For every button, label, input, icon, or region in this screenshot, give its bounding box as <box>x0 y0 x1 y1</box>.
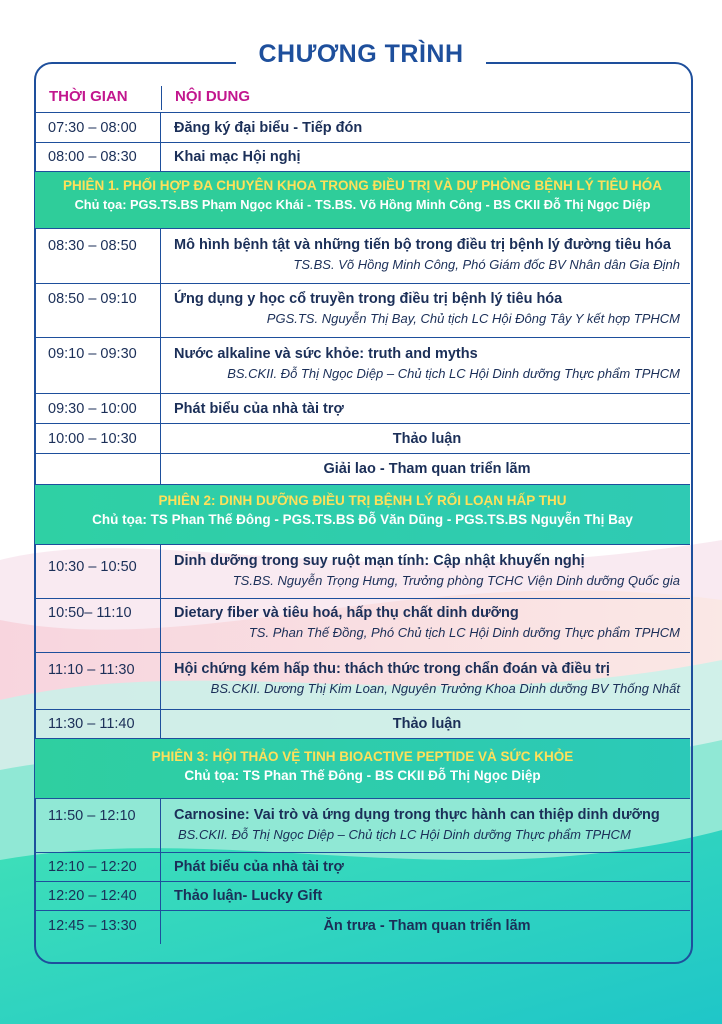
row-time: 11:50 – 12:10 <box>35 799 161 852</box>
row-time <box>35 454 161 484</box>
row-topic: Ăn trưa - Tham quan triển lãm <box>323 918 531 934</box>
row-content <box>162 454 690 484</box>
schedule-row <box>35 113 690 143</box>
row-topic: Dinh dưỡng trong suy ruột mạn tính: Cập nhật khuyến nghị <box>174 553 585 569</box>
row-time: 09:30 – 10:00 <box>35 394 161 423</box>
session-header-2 <box>35 485 690 545</box>
schedule-row <box>35 394 690 424</box>
row-time: 08:30 – 08:50 <box>35 229 161 283</box>
time-header: THỜI GIAN <box>49 88 128 105</box>
row-topic: Thảo luận <box>392 716 462 732</box>
row-time: 10:30 – 10:50 <box>35 545 161 598</box>
row-content <box>162 338 690 393</box>
schedule-row <box>35 653 690 710</box>
row-speaker: BS.CKII. Đỗ Thị Ngọc Diệp – Chủ tịch LC Hội Dinh dưỡng Thực phẩm TPHCM <box>178 827 631 842</box>
row-time: 12:20 – 12:40 <box>35 882 161 910</box>
row-content <box>162 545 690 598</box>
schedule-row <box>35 454 690 485</box>
row-topic: Phát biểu của nhà tài trợ <box>174 401 344 417</box>
row-topic: Thảo luận- Lucky Gift <box>174 888 323 904</box>
schedule-row <box>35 710 690 739</box>
content-header: NỘI DUNG <box>175 88 250 105</box>
row-speaker: TS.BS. Võ Hồng Minh Công, Phó Giám đốc BV Nhân dân Gia Định <box>293 257 680 272</box>
row-content <box>162 853 690 881</box>
schedule-row <box>35 338 690 394</box>
session-header-3 <box>35 739 690 799</box>
row-time: 09:10 – 09:30 <box>35 338 161 393</box>
session-title: PHIÊN 3: HỘI THẢO VỆ TINH BIOACTIVE PEPTIDE VÀ SỨC KHỎE <box>151 749 574 764</box>
row-topic: Hội chứng kém hấp thu: thách thức trong chẩn đoán và điều trị <box>174 661 610 677</box>
row-content <box>162 113 690 142</box>
row-time: 08:00 – 08:30 <box>35 143 161 171</box>
row-topic: Mô hình bệnh tật và những tiến bộ trong điều trị bệnh lý đường tiêu hóa <box>174 237 671 253</box>
schedule-table <box>35 82 690 944</box>
row-content <box>162 653 690 709</box>
schedule-row <box>35 229 690 284</box>
row-time: 10:50– 11:10 <box>35 599 161 652</box>
row-content <box>162 799 690 852</box>
row-speaker: BS.CKII. Dương Thị Kim Loan, Nguyên Trưởng Khoa Dinh dưỡng BV Thống Nhất <box>210 681 680 696</box>
row-speaker: PGS.TS. Nguyễn Thị Bay, Chủ tịch LC Hội Đông Tây Y kết hợp TPHCM <box>266 311 680 326</box>
row-content <box>162 284 690 337</box>
row-time: 12:45 – 13:30 <box>35 911 161 944</box>
row-content <box>162 710 690 738</box>
table-header <box>35 82 690 113</box>
row-content <box>162 599 690 652</box>
schedule-row <box>35 599 690 653</box>
row-topic: Thảo luận <box>392 431 462 447</box>
row-topic: Ứng dụng y học cổ truyền trong điều trị bệnh lý tiêu hóa <box>174 291 563 307</box>
schedule-row <box>35 882 690 911</box>
session-chair: Chủ tọa: PGS.TS.BS Phạm Ngọc Khái - TS.BS. Võ Hồng Minh Công - BS CKII Đỗ Thị Ngọc Diệp <box>74 197 651 212</box>
session-header-1 <box>35 172 690 229</box>
row-speaker: TS.BS. Nguyễn Trọng Hưng, Trưởng phòng TCHC Viện Dinh dưỡng Quốc gia <box>232 573 680 588</box>
row-content <box>162 424 690 453</box>
row-content <box>162 143 690 171</box>
row-time: 10:00 – 10:30 <box>35 424 161 453</box>
row-topic: Giải lao - Tham quan triển lãm <box>323 461 531 477</box>
row-topic: Đăng ký đại biểu - Tiếp đón <box>174 120 363 136</box>
schedule-row <box>35 284 690 338</box>
row-topic: Nước alkaline và sức khỏe: truth and myths <box>174 346 478 362</box>
row-time: 11:10 – 11:30 <box>35 653 161 709</box>
row-topic: Khai mạc Hội nghị <box>174 149 301 165</box>
session-chair: Chủ tọa: TS Phan Thế Đông - BS CKII Đỗ Thị Ngọc Diệp <box>184 768 541 783</box>
row-speaker: BS.CKII. Đỗ Thị Ngọc Diệp – Chủ tịch LC Hội Dinh dưỡng Thực phẩm TPHCM <box>227 366 680 381</box>
schedule-row <box>35 545 690 599</box>
row-time: 11:30 – 11:40 <box>35 710 161 738</box>
session-chair: Chủ tọa: TS Phan Thế Đông - PGS.TS.BS Đỗ Văn Dũng - PGS.TS.BS Nguyễn Thị Bay <box>92 512 633 527</box>
row-content <box>162 882 690 910</box>
schedule-row <box>35 799 690 853</box>
session-title: PHIÊN 2: DINH DƯỠNG ĐIỀU TRỊ BỆNH LÝ RỐI LOẠN HẤP THU <box>158 493 567 508</box>
schedule-row <box>35 424 690 454</box>
row-speaker: TS. Phan Thế Đồng, Phó Chủ tịch LC Hội Dinh dưỡng Thực phẩm TPHCM <box>248 625 680 640</box>
session-title: PHIÊN 1. PHỐI HỢP ĐA CHUYÊN KHOA TRONG ĐIỀU TRỊ VÀ DỰ PHÒNG BỆNH LÝ TIÊU HÓA <box>62 178 663 193</box>
row-topic: Phát biểu của nhà tài trợ <box>174 859 344 875</box>
row-topic: Carnosine: Vai trò và ứng dụng trong thực hành can thiệp dinh dưỡng <box>174 807 660 823</box>
row-content <box>162 394 690 423</box>
row-topic: Dietary fiber và tiêu hoá, hấp thụ chất dinh dưỡng <box>174 605 519 621</box>
schedule-row <box>35 911 690 944</box>
schedule-row <box>35 853 690 882</box>
schedule-row <box>35 143 690 172</box>
row-time: 12:10 – 12:20 <box>35 853 161 881</box>
header-divider <box>161 86 162 110</box>
row-time: 07:30 – 08:00 <box>35 113 161 142</box>
row-content <box>162 229 690 283</box>
row-content <box>162 911 690 944</box>
page-title: CHƯƠNG TRÌNH <box>258 40 464 68</box>
row-time: 08:50 – 09:10 <box>35 284 161 337</box>
